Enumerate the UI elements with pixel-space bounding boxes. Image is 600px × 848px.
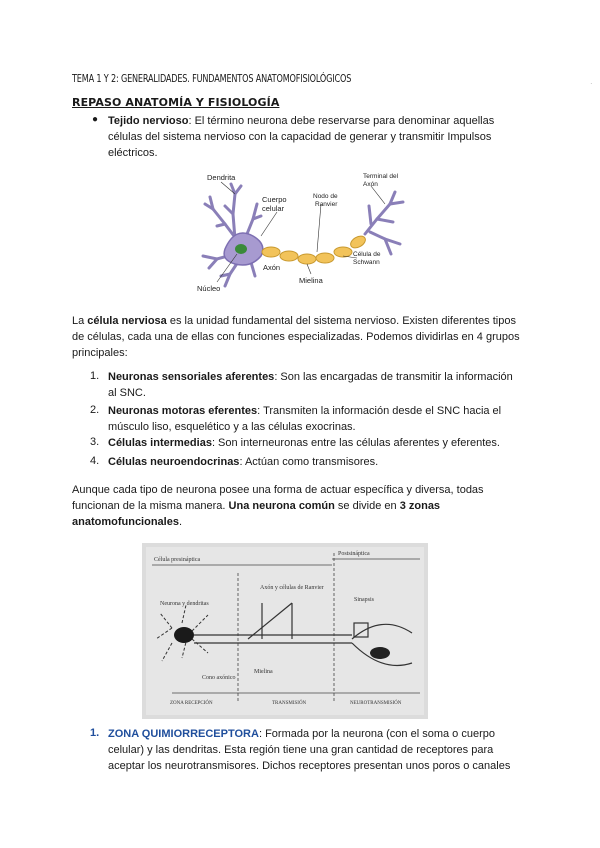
photo-label-zona2: TRANSMISIÓN [272, 701, 307, 706]
paragraph-neurona-comun [72, 482, 542, 530]
list-num-4: 4. [90, 455, 100, 467]
p1-line2: de células, cada una de ellas con funciones especializadas. Podemos dividirlas en 4 grupos [72, 331, 520, 343]
list-item-2 [108, 403, 538, 435]
neuron-zones-photo [142, 543, 428, 719]
label-mielina: Mielina [299, 276, 323, 285]
zone1-line1: : Formada por la neurona (con el soma o cuerpo [258, 728, 495, 740]
label-celula-schwann-2: Schwann [353, 259, 380, 266]
list-item-4-rest: : Actúan como transmisores. [239, 456, 379, 468]
list-item-4-bold: Células neuroendocrinas [108, 456, 240, 468]
label-celula-schwann-1: Célula de [353, 251, 381, 258]
label-dendrita: Dendrita [207, 173, 236, 182]
p2-line2-bold2: 3 zonas [399, 500, 441, 512]
list-item-3 [108, 435, 538, 451]
label-nodo: Nodo de [313, 193, 338, 200]
list-item-1-rest: : Son las encargadas de transmitir la información [274, 371, 513, 383]
p2-line2-mid: se divide en [334, 500, 400, 512]
list-item-2-bold: Neuronas motoras eferentes [108, 405, 258, 417]
photo-label-cono: Cono axónico [202, 675, 236, 681]
p2-line1: Aunque cada tipo de neurona posee una forma de actuar específica y diversa, todas [72, 484, 484, 496]
zone1-line3: aceptar los neurotransmisores. Dichos receptores presentan unos poros o canales [108, 760, 511, 772]
zone1-paragraph [108, 726, 548, 774]
photo-label-neurona: Neurona y dendritas [160, 601, 209, 607]
photo-label-post: Postsináptica [338, 551, 370, 557]
list-num-3: 3. [90, 436, 100, 448]
p1-line3: principales: [72, 347, 128, 359]
list-item-1 [108, 369, 538, 401]
bullet-dot: ● [92, 114, 99, 125]
list-item-1-rest2: al SNC. [108, 387, 146, 399]
p1-line1: es la unidad fundamental del sistema nervioso. Existen diferentes tipos [166, 315, 516, 327]
bullet-text-line2: células del sistema nervioso con la capacidad de generar y transmitir Impulsos [108, 131, 492, 143]
list-item-3-rest: : Son interneuronas entre las células aferentes y eferentes. [211, 437, 500, 449]
label-axon: Axón [263, 263, 281, 272]
p2-line3-bold: anatomofuncionales [72, 516, 179, 528]
label-celular: celular [262, 204, 285, 213]
corner-mark: . [590, 80, 592, 86]
list-item-2-rest: : Transmiten la información desde el SNC hacia el [257, 405, 502, 417]
label-cuerpo: Cuerpo [262, 195, 287, 204]
bullet-text-line1: : El término neurona debe reservarse para denominar aquellas [188, 115, 495, 127]
neuron-diagram [195, 164, 413, 294]
bullet-text-line3: eléctricos. [108, 147, 158, 159]
photo-label-celula: Célula presináptica [154, 557, 201, 563]
photo-label-zona1: ZONA RECEPCIÓN [170, 701, 213, 706]
p1-pre: La [72, 315, 88, 327]
bullet-term: Tejido nervioso [108, 115, 189, 127]
paragraph-celula-nerviosa [72, 313, 542, 361]
list-item-1-bold: Neuronas sensoriales aferentes [108, 371, 275, 383]
photo-label-zona3: NEUROTRANSMISIÓN [350, 701, 402, 706]
list-item-3-bold: Células intermedias [108, 437, 212, 449]
section-title: REPASO ANATOMÍA Y FISIOLOGÍA [72, 96, 280, 109]
photo-label-axon: Axón y células de Ranvier [260, 585, 324, 591]
label-terminal: Terminal del [363, 173, 399, 180]
photo-label-mielina: Mielina [254, 669, 273, 675]
p2-line2-bold: Una neurona común [228, 500, 335, 512]
label-nucleo: Núcleo [197, 284, 221, 293]
zone1-title: ZONA QUIMIORRECEPTORA [108, 728, 259, 740]
list-item-2-rest2: músculo liso, esquelético y a las células exocrinas. [108, 421, 356, 433]
list-num-2: 2. [90, 404, 100, 416]
p2-line3-rest: . [178, 516, 183, 528]
list-item-4 [108, 454, 538, 470]
bullet-tejido-nervioso [108, 113, 528, 161]
p1-bold: célula nerviosa [87, 315, 167, 327]
zone1-line2: celular) y las dendritas. Esta región tiene una gran cantidad de receptores para [108, 744, 494, 756]
document-header-title: TEMA 1 Y 2: GENERALIDADES. FUNDAMENTOS ANATOMOFISIOLÓGICOS [72, 73, 352, 85]
label-terminal-axon: Axón [363, 181, 378, 188]
p2-line2-pre: funcionan de la misma manera. [72, 500, 229, 512]
photo-label-sinapsis: Sinapsis [354, 597, 375, 603]
list-num-1: 1. [90, 370, 100, 382]
zone1-num: 1. [90, 727, 100, 739]
label-ranvier: Ranvier [315, 201, 338, 208]
